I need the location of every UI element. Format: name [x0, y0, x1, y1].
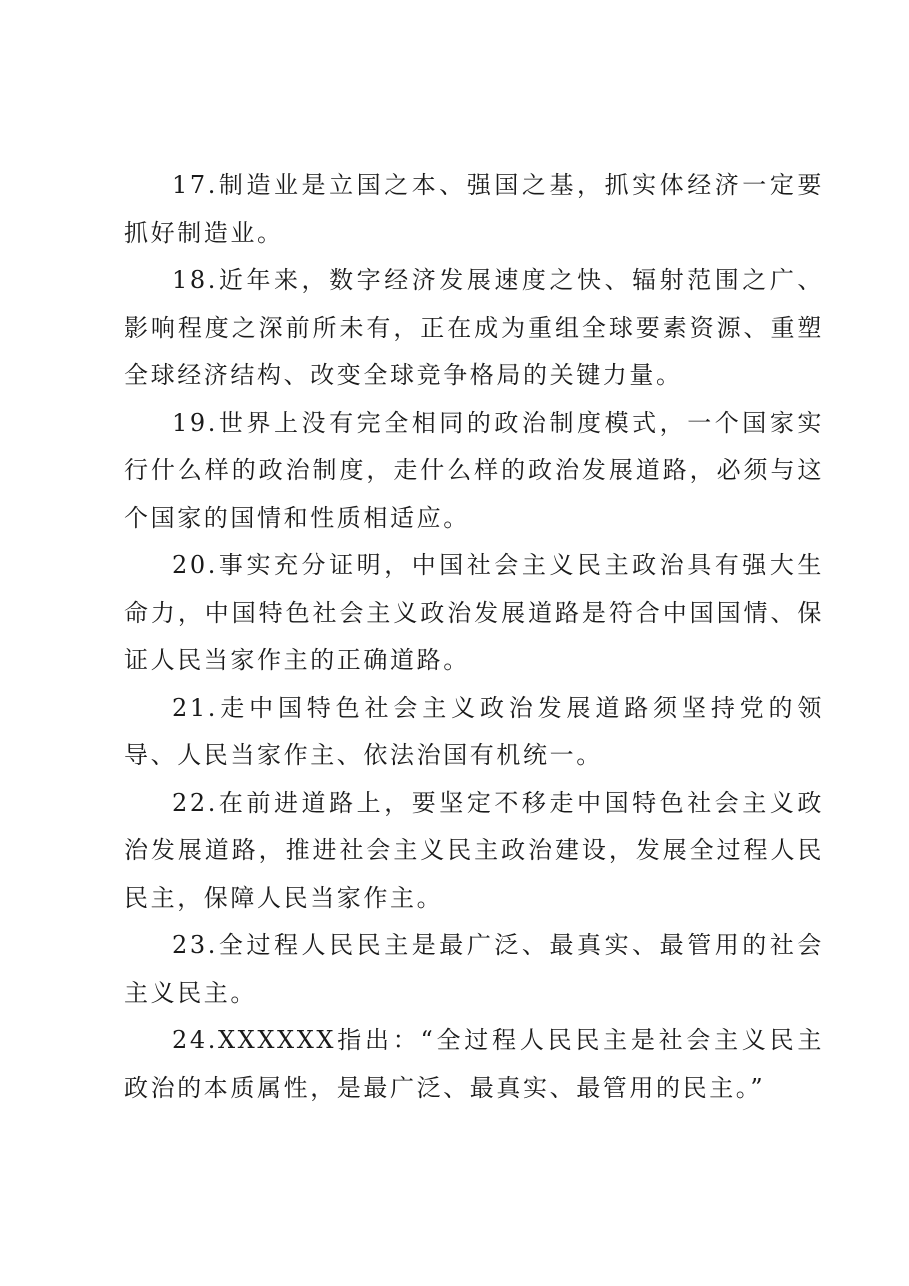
paragraph-20: 20.事实充分证明，中国社会主义民主政治具有强大生命力，中国特色社会主义政治发展道路是符合中国国情、保证人民当家作主的正确道路。 — [124, 551, 824, 674]
paragraph-18: 18.近年来，数字经济发展速度之快、辐射范围之广、影响程度之深前所未有，正在成为重组全球要素资源、重塑全球经济结构、改变全球竞争格局的关键力量。 — [124, 266, 824, 389]
document-body — [124, 162, 824, 1112]
paragraph-21: 21.走中国特色社会主义政治发展道路须坚持党的领导、人民当家作主、依法治国有机统一。 — [124, 693, 824, 769]
paragraph-22: 22.在前进道路上，要坚定不移走中国特色社会主义政治发展道路，推进社会主义民主政治建设，发展全过程人民民主，保障人民当家作主。 — [124, 788, 824, 912]
paragraph-23: 23.全过程人民民主是最广泛、最真实、最管用的社会主义民主。 — [124, 931, 824, 1007]
paragraph-17: 17.制造业是立国之本、强国之基，抓实体经济一定要抓好制造业。 — [124, 171, 824, 247]
paragraph-19: 19.世界上没有完全相同的政治制度模式，一个国家实行什么样的政治制度，走什么样的政治发展道路，必须与这个国家的国情和性质相适应。 — [124, 408, 824, 532]
paragraph-24: 24.XXXXXX指出：“全过程人民民主是社会主义民主政治的本质属性，是最广泛、最真实、最管用的民主。” — [124, 1026, 824, 1102]
